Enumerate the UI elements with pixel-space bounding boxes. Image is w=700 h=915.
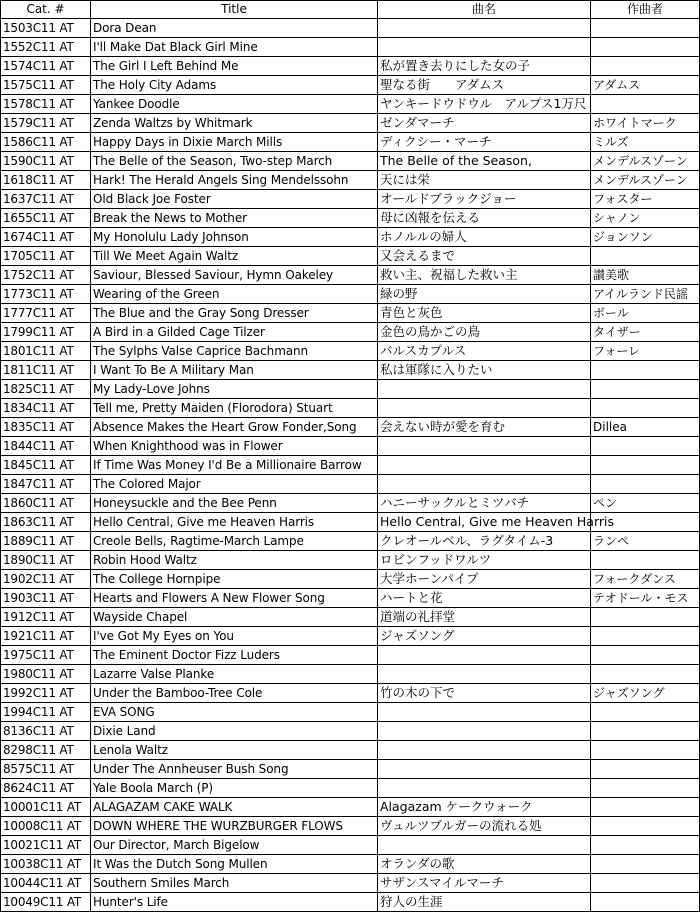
japanese-title-cell: Alagazam ケークウォーク — [378, 798, 591, 817]
composer-cell — [591, 38, 700, 57]
title-cell: Southern Smiles March — [91, 874, 378, 893]
title-cell: Hark! The Herald Angels Sing Mendelssohn — [91, 171, 378, 190]
title-cell: When Knighthood was in Flower — [91, 437, 378, 456]
japanese-title-cell: ハートと花 — [378, 589, 591, 608]
composer-cell: メンデルスゾーン — [591, 171, 700, 190]
table-row — [1, 304, 700, 323]
title-cell: Absence Makes the Heart Grow Fonder,Song — [91, 418, 378, 437]
title-cell: Hearts and Flowers A New Flower Song — [91, 589, 378, 608]
cat-number-cell: 1590C11 AT — [1, 152, 91, 171]
cat-number-cell: 1618C11 AT — [1, 171, 91, 190]
title-cell: Saviour, Blessed Saviour, Hymn Oakeley — [91, 266, 378, 285]
cat-number-cell: 1752C11 AT — [1, 266, 91, 285]
japanese-title-cell — [378, 19, 591, 38]
composer-cell — [591, 874, 700, 893]
title-cell: The Blue and the Gray Song Dresser — [91, 304, 378, 323]
composer-cell — [591, 855, 700, 874]
title-cell: The Holy City Adams — [91, 76, 378, 95]
composer-cell — [591, 475, 700, 494]
japanese-title-cell: ヤンキードウドウル アルプス1万尺 — [378, 95, 591, 114]
japanese-title-cell: クレオールベル、ラグタイム-3 — [378, 532, 591, 551]
cat-number-cell: 1834C11 AT — [1, 399, 91, 418]
title-cell: Under the Bamboo-Tree Cole — [91, 684, 378, 703]
cat-number-cell: 10001C11 AT — [1, 798, 91, 817]
cat-number-cell: 1860C11 AT — [1, 494, 91, 513]
title-cell: DOWN WHERE THE WURZBURGER FLOWS — [91, 817, 378, 836]
cat-number-cell: 1889C11 AT — [1, 532, 91, 551]
table-row — [1, 741, 700, 760]
title-cell: The College Hornpipe — [91, 570, 378, 589]
japanese-title-cell: バルスカプルス — [378, 342, 591, 361]
composer-cell: シャノン — [591, 209, 700, 228]
composer-cell: フォスター — [591, 190, 700, 209]
japanese-title-cell: オランダの歌 — [378, 855, 591, 874]
japanese-title-cell — [378, 399, 591, 418]
table-row — [1, 456, 700, 475]
japanese-title-cell — [378, 741, 591, 760]
composer-cell: フォークダンス — [591, 570, 700, 589]
table-row — [1, 380, 700, 399]
cat-number-cell: 1902C11 AT — [1, 570, 91, 589]
table-header — [1, 1, 700, 19]
japanese-title-cell: 天には栄 — [378, 171, 591, 190]
composer-cell: アイルランド民謡 — [591, 285, 700, 304]
table-row — [1, 190, 700, 209]
cat-number-cell: 1863C11 AT — [1, 513, 91, 532]
japanese-title-cell: 狩人の生涯 — [378, 893, 591, 912]
cat-number-cell: 1674C11 AT — [1, 228, 91, 247]
table-row — [1, 19, 700, 38]
table-row — [1, 589, 700, 608]
title-cell: A Bird in a Gilded Cage Tilzer — [91, 323, 378, 342]
composer-cell — [591, 95, 700, 114]
table-row — [1, 114, 700, 133]
table-row — [1, 722, 700, 741]
composer-cell — [591, 817, 700, 836]
title-cell: Hello Central, Give me Heaven Harris — [91, 513, 378, 532]
title-cell: The Eminent Doctor Fizz Luders — [91, 646, 378, 665]
composer-cell — [591, 361, 700, 380]
table-row — [1, 437, 700, 456]
table-body — [1, 19, 700, 912]
japanese-title-cell: 会えない時が愛を育む — [378, 418, 591, 437]
japanese-title-cell: 大学ホーンパイプ — [378, 570, 591, 589]
composer-cell: ジャズソング — [591, 684, 700, 703]
composer-cell: ペン — [591, 494, 700, 513]
japanese-title-cell — [378, 665, 591, 684]
table-row — [1, 532, 700, 551]
title-cell: Old Black Joe Foster — [91, 190, 378, 209]
table-row — [1, 171, 700, 190]
composer-cell: メンデルスゾーン — [591, 152, 700, 171]
title-cell: I Want To Be A Military Man — [91, 361, 378, 380]
cat-number-cell: 1586C11 AT — [1, 133, 91, 152]
japanese-title-cell — [378, 760, 591, 779]
japanese-title-cell: 又会えるまで — [378, 247, 591, 266]
japanese-title-cell: ロビンフッドワルツ — [378, 551, 591, 570]
composer-cell — [591, 703, 700, 722]
header-title: Title — [91, 1, 378, 19]
japanese-title-cell: 母に凶報を伝える — [378, 209, 591, 228]
table-row — [1, 760, 700, 779]
title-cell: I'll Make Dat Black Girl Mine — [91, 38, 378, 57]
table-row — [1, 57, 700, 76]
table-row — [1, 247, 700, 266]
table-row — [1, 418, 700, 437]
cat-number-cell: 8624C11 AT — [1, 779, 91, 798]
japanese-title-cell: 私が置き去りにした女の子 — [378, 57, 591, 76]
composer-cell — [591, 798, 700, 817]
cat-number-cell: 1975C11 AT — [1, 646, 91, 665]
title-cell: It Was the Dutch Song Mullen — [91, 855, 378, 874]
table-row — [1, 209, 700, 228]
composer-cell — [591, 646, 700, 665]
composer-cell — [591, 608, 700, 627]
cat-number-cell: 1811C11 AT — [1, 361, 91, 380]
title-cell: I've Got My Eyes on You — [91, 627, 378, 646]
header-japanese-title: 曲名 — [378, 1, 591, 19]
title-cell: Our Director, March Bigelow — [91, 836, 378, 855]
title-cell: EVA SONG — [91, 703, 378, 722]
japanese-title-cell — [378, 703, 591, 722]
table-row — [1, 817, 700, 836]
table-row — [1, 836, 700, 855]
title-cell: Yale Boola March (P) — [91, 779, 378, 798]
title-cell: Wayside Chapel — [91, 608, 378, 627]
cat-number-cell: 1992C11 AT — [1, 684, 91, 703]
japanese-title-cell — [378, 779, 591, 798]
table-row — [1, 627, 700, 646]
header-composer: 作曲者 — [591, 1, 700, 19]
title-cell: Under The Annheuser Bush Song — [91, 760, 378, 779]
table-row — [1, 608, 700, 627]
composer-cell: フォーレ — [591, 342, 700, 361]
composer-cell: 讃美歌 — [591, 266, 700, 285]
composer-cell: Dillea — [591, 418, 700, 437]
japanese-title-cell — [378, 437, 591, 456]
cat-number-cell: 1579C11 AT — [1, 114, 91, 133]
table-row — [1, 779, 700, 798]
composer-cell: ホワイトマーク — [591, 114, 700, 133]
title-cell: Robin Hood Waltz — [91, 551, 378, 570]
table-row — [1, 874, 700, 893]
title-cell: Tell me, Pretty Maiden (Florodora) Stuart — [91, 399, 378, 418]
cat-number-cell: 1980C11 AT — [1, 665, 91, 684]
cat-number-cell: 1777C11 AT — [1, 304, 91, 323]
title-cell: Hunter's Life — [91, 893, 378, 912]
table-row — [1, 76, 700, 95]
cat-number-cell: 1552C11 AT — [1, 38, 91, 57]
table-row — [1, 703, 700, 722]
composer-cell — [591, 779, 700, 798]
composer-cell — [591, 551, 700, 570]
title-cell: If Time Was Money I'd Be a Millionaire Barrow — [91, 456, 378, 475]
cat-number-cell: 1799C11 AT — [1, 323, 91, 342]
title-cell: Till We Meet Again Waltz — [91, 247, 378, 266]
table-row — [1, 893, 700, 912]
title-cell: Creole Bells, Ragtime-March Lampe — [91, 532, 378, 551]
title-cell: Wearing of the Green — [91, 285, 378, 304]
japanese-title-cell: 私は軍隊に入りたい — [378, 361, 591, 380]
title-cell: ALAGAZAM CAKE WALK — [91, 798, 378, 817]
japanese-title-cell: ゼンダマーチ — [378, 114, 591, 133]
cat-number-cell: 1847C11 AT — [1, 475, 91, 494]
header-cat-number: Cat. # — [1, 1, 91, 19]
cat-number-cell: 1890C11 AT — [1, 551, 91, 570]
composer-cell — [591, 437, 700, 456]
japanese-title-cell — [378, 456, 591, 475]
cat-number-cell: 1705C11 AT — [1, 247, 91, 266]
table-row — [1, 285, 700, 304]
composer-cell — [591, 57, 700, 76]
table-row — [1, 399, 700, 418]
title-cell: My Lady-Love Johns — [91, 380, 378, 399]
table-row — [1, 38, 700, 57]
japanese-title-cell: ジャズソング — [378, 627, 591, 646]
cat-number-cell: 1825C11 AT — [1, 380, 91, 399]
composer-cell — [591, 665, 700, 684]
composer-cell: ミルズ — [591, 133, 700, 152]
cat-number-cell: 1912C11 AT — [1, 608, 91, 627]
title-cell: Lazarre Valse Planke — [91, 665, 378, 684]
japanese-title-cell — [378, 38, 591, 57]
japanese-title-cell: オールドブラックジョー — [378, 190, 591, 209]
composer-cell — [591, 741, 700, 760]
cat-number-cell: 1994C11 AT — [1, 703, 91, 722]
composer-cell — [591, 836, 700, 855]
japanese-title-cell: ディクシー・マーチ — [378, 133, 591, 152]
composer-cell — [591, 893, 700, 912]
composer-cell: ボール — [591, 304, 700, 323]
japanese-title-cell: Hello Central, Give me Heaven Harris — [378, 513, 591, 532]
cat-number-cell: 1903C11 AT — [1, 589, 91, 608]
table-row — [1, 266, 700, 285]
title-cell: Yankee Doodle — [91, 95, 378, 114]
table-row — [1, 570, 700, 589]
cat-number-cell: 1503C11 AT — [1, 19, 91, 38]
japanese-title-cell: 金色の鳥かごの鳥 — [378, 323, 591, 342]
japanese-title-cell: ハニーサックルとミツバチ — [378, 494, 591, 513]
cat-number-cell: 10021C11 AT — [1, 836, 91, 855]
title-cell: Dora Dean — [91, 19, 378, 38]
cat-number-cell: 10044C11 AT — [1, 874, 91, 893]
japanese-title-cell: 青色と灰色 — [378, 304, 591, 323]
cat-number-cell: 1574C11 AT — [1, 57, 91, 76]
cat-number-cell: 1801C11 AT — [1, 342, 91, 361]
japanese-title-cell — [378, 475, 591, 494]
composer-cell — [591, 19, 700, 38]
cat-number-cell: 10049C11 AT — [1, 893, 91, 912]
cat-number-cell: 10008C11 AT — [1, 817, 91, 836]
table-row — [1, 855, 700, 874]
composer-cell — [591, 627, 700, 646]
composer-cell: タイザー — [591, 323, 700, 342]
table-row — [1, 646, 700, 665]
title-cell: The Colored Major — [91, 475, 378, 494]
table-row — [1, 494, 700, 513]
cat-number-cell: 8575C11 AT — [1, 760, 91, 779]
cat-number-cell: 1835C11 AT — [1, 418, 91, 437]
title-cell: The Girl I Left Behind Me — [91, 57, 378, 76]
title-cell: Lenola Waltz — [91, 741, 378, 760]
title-cell: Break the News to Mother — [91, 209, 378, 228]
table-row — [1, 361, 700, 380]
japanese-title-cell: 道端の礼拝堂 — [378, 608, 591, 627]
table-row — [1, 475, 700, 494]
table-row — [1, 551, 700, 570]
cat-number-cell: 10038C11 AT — [1, 855, 91, 874]
cat-number-cell: 8136C11 AT — [1, 722, 91, 741]
table-row — [1, 133, 700, 152]
cat-number-cell: 1575C11 AT — [1, 76, 91, 95]
table-row — [1, 95, 700, 114]
table-row — [1, 665, 700, 684]
japanese-title-cell: ヴュルツブルガーの流れる処 — [378, 817, 591, 836]
japanese-title-cell: ホノルルの婦人 — [378, 228, 591, 247]
composer-cell: テオドール・モス — [591, 589, 700, 608]
title-cell: The Belle of the Season, Two-step March — [91, 152, 378, 171]
composer-cell: ランペ — [591, 532, 700, 551]
japanese-title-cell: 竹の木の下で — [378, 684, 591, 703]
composer-cell — [591, 722, 700, 741]
japanese-title-cell: サザンスマイルマーチ — [378, 874, 591, 893]
japanese-title-cell: The Belle of the Season, — [378, 152, 591, 171]
header-row — [1, 1, 700, 19]
cat-number-cell: 1921C11 AT — [1, 627, 91, 646]
cat-number-cell: 1844C11 AT — [1, 437, 91, 456]
cat-number-cell: 1773C11 AT — [1, 285, 91, 304]
composer-cell — [591, 760, 700, 779]
title-cell: The Sylphs Valse Caprice Bachmann — [91, 342, 378, 361]
title-cell: Honeysuckle and the Bee Penn — [91, 494, 378, 513]
table-row — [1, 228, 700, 247]
table-row — [1, 323, 700, 342]
table-row — [1, 513, 700, 532]
composer-cell — [591, 380, 700, 399]
table-row — [1, 684, 700, 703]
composer-cell: ジョンソン — [591, 228, 700, 247]
composer-cell — [591, 456, 700, 475]
japanese-title-cell — [378, 380, 591, 399]
table-row — [1, 342, 700, 361]
cat-number-cell: 1655C11 AT — [1, 209, 91, 228]
composer-cell: アダムス — [591, 76, 700, 95]
cat-number-cell: 1637C11 AT — [1, 190, 91, 209]
japanese-title-cell: 救い主、祝福した救い主 — [378, 266, 591, 285]
japanese-title-cell: 緑の野 — [378, 285, 591, 304]
cat-number-cell: 1845C11 AT — [1, 456, 91, 475]
table-row — [1, 798, 700, 817]
japanese-title-cell — [378, 836, 591, 855]
japanese-title-cell — [378, 646, 591, 665]
cat-number-cell: 1578C11 AT — [1, 95, 91, 114]
title-cell: My Honolulu Lady Johnson — [91, 228, 378, 247]
title-cell: Happy Days in Dixie March Mills — [91, 133, 378, 152]
title-cell: Dixie Land — [91, 722, 378, 741]
japanese-title-cell — [378, 722, 591, 741]
table-row — [1, 152, 700, 171]
composer-cell — [591, 247, 700, 266]
cat-number-cell: 8298C11 AT — [1, 741, 91, 760]
japanese-title-cell: 聖なる街 アダムス — [378, 76, 591, 95]
title-cell: Zenda Waltzs by Whitmark — [91, 114, 378, 133]
composer-cell — [591, 399, 700, 418]
